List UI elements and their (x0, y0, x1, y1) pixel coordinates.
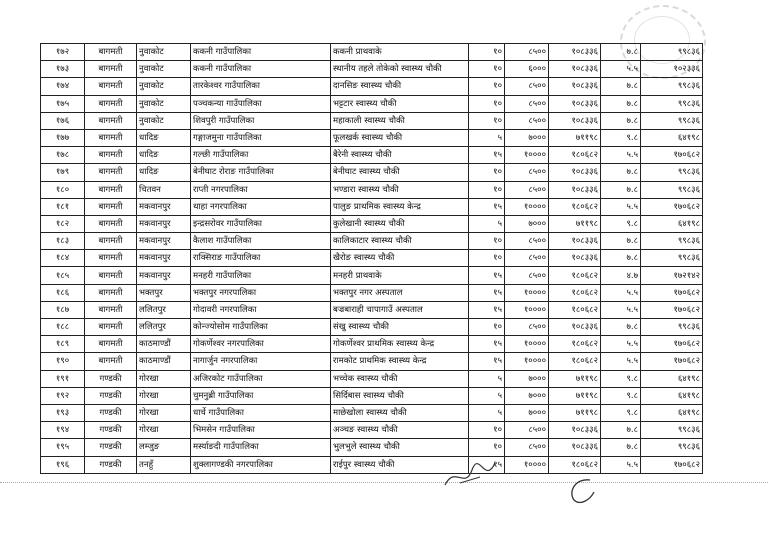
table-row (41, 439, 703, 456)
serial-number: १७३ (41, 61, 85, 78)
amount-cell: १०८३३६ (549, 422, 601, 439)
facility-cell: भच्चेक स्वास्थ्य चौकी (331, 370, 469, 387)
serial-number: १७७ (41, 129, 85, 146)
district-cell: धादिङ (137, 164, 191, 181)
quantity-cell: १० (469, 250, 505, 267)
district-cell: मकवानपुर (137, 250, 191, 267)
serial-number: १९४ (41, 422, 85, 439)
total-cell: ६४१९८ (641, 404, 703, 421)
rate-cell: ८५०० (505, 250, 549, 267)
serial-number: १९६ (41, 456, 85, 473)
facility-cell: अञ्चङ स्वास्थ्य चौकी (331, 422, 469, 439)
province-cell: बागमती (85, 95, 137, 112)
amount-cell: १०८३३६ (549, 250, 601, 267)
rate-cell: ७००० (505, 404, 549, 421)
amount-cell: १८०६८२ (549, 284, 601, 301)
table-row (41, 319, 703, 336)
table-row (41, 387, 703, 404)
percent-cell: ७.८ (601, 44, 641, 61)
facility-cell: कुलेखानी स्वास्थ्य चौकी (331, 215, 469, 232)
facility-cell: स्थानीय तहले तोकेको स्वास्थ्य चौकी (331, 61, 469, 78)
local-level-cell: राक्सिराङ गाउँपालिका (191, 250, 331, 267)
rate-cell: ८५०० (505, 319, 549, 336)
percent-cell: ५.५ (601, 456, 641, 473)
rate-cell: ८५०० (505, 164, 549, 181)
quantity-cell: १० (469, 233, 505, 250)
local-level-cell: ककनी गाउँपालिका (191, 61, 331, 78)
table-row (41, 336, 703, 353)
amount-cell: १०८३३६ (549, 112, 601, 129)
rate-cell: ८५०० (505, 267, 549, 284)
province-cell: बागमती (85, 267, 137, 284)
percent-cell: ९.८ (601, 215, 641, 232)
rate-cell: ८५०० (505, 95, 549, 112)
quantity-cell: १५ (469, 147, 505, 164)
amount-cell: १०८३३६ (549, 95, 601, 112)
local-level-cell: मनहरी गाउँपालिका (191, 267, 331, 284)
facility-cell: दानसिङ स्वास्थ्य चौकी (331, 78, 469, 95)
percent-cell: ७.८ (601, 164, 641, 181)
serial-number: १८० (41, 181, 85, 198)
province-cell: बागमती (85, 78, 137, 95)
quantity-cell: १० (469, 112, 505, 129)
amount-cell: १८०६८२ (549, 336, 601, 353)
percent-cell: ७.८ (601, 112, 641, 129)
percent-cell: ५.५ (601, 284, 641, 301)
local-level-cell: शिवपुरी गाउँपालिका (191, 112, 331, 129)
local-level-cell: गोकर्णेश्वर नगरपालिका (191, 336, 331, 353)
total-cell: ९९८३६ (641, 112, 703, 129)
total-cell: ९९८३६ (641, 439, 703, 456)
local-level-cell: थाहा नगरपालिका (191, 198, 331, 215)
total-cell: १०२३३६ (641, 61, 703, 78)
amount-cell: १८०६८२ (549, 456, 601, 473)
total-cell: १७२१४२ (641, 267, 703, 284)
local-level-cell: कैलाश गाउँपालिका (191, 233, 331, 250)
serial-number: १८३ (41, 233, 85, 250)
local-level-cell: गल्छी गाउँपालिका (191, 147, 331, 164)
province-cell: बागमती (85, 353, 137, 370)
local-level-cell: राप्ती नगरपालिका (191, 181, 331, 198)
local-level-cell: नागार्जुन नगरपालिका (191, 353, 331, 370)
district-cell: धादिङ (137, 147, 191, 164)
table-row (41, 164, 703, 181)
quantity-cell: ५ (469, 215, 505, 232)
table-row (41, 95, 703, 112)
province-cell: बागमती (85, 129, 137, 146)
quantity-cell: १५ (469, 284, 505, 301)
facility-cell: बज्रबाराही चापागाउँ अस्पताल (331, 301, 469, 318)
district-cell: नुवाकोट (137, 61, 191, 78)
province-cell: बागमती (85, 215, 137, 232)
quantity-cell: १० (469, 95, 505, 112)
serial-number: १७९ (41, 164, 85, 181)
district-cell: गोरखा (137, 404, 191, 421)
quantity-cell: १५ (469, 456, 505, 473)
local-level-cell: ककनी गाउँपालिका (191, 44, 331, 61)
signature-mark (440, 455, 500, 495)
serial-number: १९० (41, 353, 85, 370)
facility-cell: गोकर्णेश्वर प्राथमिक स्वास्थ्य केन्द्र (331, 336, 469, 353)
quantity-cell: ५ (469, 387, 505, 404)
district-cell: नुवाकोट (137, 95, 191, 112)
district-cell: ललितपुर (137, 301, 191, 318)
rate-cell: ८५०० (505, 422, 549, 439)
local-level-cell: इन्द्रसरोवर गाउँपालिका (191, 215, 331, 232)
district-cell: चितवन (137, 181, 191, 198)
district-cell: तनहुँ (137, 456, 191, 473)
percent-cell: ५.५ (601, 147, 641, 164)
rate-cell: ८५०० (505, 181, 549, 198)
facility-cell: भक्तपुर नगर अस्पताल (331, 284, 469, 301)
quantity-cell: १० (469, 319, 505, 336)
total-cell: ६४१९८ (641, 129, 703, 146)
province-cell: गण्डकी (85, 456, 137, 473)
quantity-cell: १० (469, 61, 505, 78)
province-cell: बागमती (85, 336, 137, 353)
table-row (41, 78, 703, 95)
province-cell: बागमती (85, 301, 137, 318)
table-row (41, 404, 703, 421)
facility-cell: रामकोट प्राथमिक स्वास्थ्य केन्द्र (331, 353, 469, 370)
total-cell: ९९८३६ (641, 181, 703, 198)
serial-number: १९१ (41, 370, 85, 387)
total-cell: १७०६८२ (641, 284, 703, 301)
rate-cell: ७००० (505, 215, 549, 232)
percent-cell: ७.८ (601, 78, 641, 95)
facility-cell: सिर्दिबास स्वास्थ्य चौकी (331, 387, 469, 404)
rate-cell: ८५०० (505, 439, 549, 456)
rate-cell: १०००० (505, 336, 549, 353)
rate-cell: १०००० (505, 353, 549, 370)
quantity-cell: १५ (469, 267, 505, 284)
province-cell: बागमती (85, 284, 137, 301)
province-cell: बागमती (85, 233, 137, 250)
percent-cell: ९.८ (601, 370, 641, 387)
allocation-table (40, 43, 703, 474)
table-row (41, 422, 703, 439)
rate-cell: १०००० (505, 147, 549, 164)
province-cell: गण्डकी (85, 404, 137, 421)
district-cell: काठमाण्डौं (137, 353, 191, 370)
district-cell: धादिङ (137, 129, 191, 146)
total-cell: १७०६८२ (641, 147, 703, 164)
amount-cell: १०८३३६ (549, 61, 601, 78)
serial-number: १९२ (41, 387, 85, 404)
total-cell: १७०६८२ (641, 336, 703, 353)
facility-cell: कालिकाटार स्वास्थ्य चौकी (331, 233, 469, 250)
serial-number: १७२ (41, 44, 85, 61)
percent-cell: ७.८ (601, 95, 641, 112)
province-cell: बागमती (85, 44, 137, 61)
local-level-cell: बेनीघाट रोराङ गाउँपालिका (191, 164, 331, 181)
local-level-cell: अजिरकोट गाउँपालिका (191, 370, 331, 387)
quantity-cell: १५ (469, 301, 505, 318)
rate-cell: ७००० (505, 370, 549, 387)
total-cell: ९९८३६ (641, 78, 703, 95)
local-level-cell: भिमसेन गाउँपालिका (191, 422, 331, 439)
serial-number: १८४ (41, 250, 85, 267)
district-cell: गोरखा (137, 387, 191, 404)
page-footer-rule (0, 482, 768, 483)
total-cell: ९९८३६ (641, 95, 703, 112)
total-cell: ६४१९८ (641, 370, 703, 387)
total-cell: १७०६८२ (641, 456, 703, 473)
amount-cell: ७११९८ (549, 129, 601, 146)
province-cell: बागमती (85, 319, 137, 336)
percent-cell: ५.५ (601, 61, 641, 78)
table-row (41, 181, 703, 198)
serial-number: १९५ (41, 439, 85, 456)
percent-cell: ९.८ (601, 129, 641, 146)
serial-number: १८१ (41, 198, 85, 215)
quantity-cell: १५ (469, 198, 505, 215)
total-cell: १७०६८२ (641, 353, 703, 370)
district-cell: भक्तपुर (137, 284, 191, 301)
table-row (41, 147, 703, 164)
table-row (41, 353, 703, 370)
facility-cell: भुलभुले स्वास्थ्य चौकी (331, 439, 469, 456)
amount-cell: ७११९८ (549, 387, 601, 404)
table-body (41, 44, 703, 474)
table-row (41, 112, 703, 129)
amount-cell: ७११९८ (549, 404, 601, 421)
district-cell: मकवानपुर (137, 215, 191, 232)
local-level-cell: भक्तपुर नगरपालिका (191, 284, 331, 301)
quantity-cell: १५ (469, 336, 505, 353)
facility-cell: मनहरी प्राथवाके (331, 267, 469, 284)
serial-number: १७५ (41, 95, 85, 112)
total-cell: ९९८३६ (641, 164, 703, 181)
total-cell: ९९८३६ (641, 233, 703, 250)
table-row (41, 198, 703, 215)
facility-cell: भट्टटार स्वास्थ्य चौकी (331, 95, 469, 112)
district-cell: गोरखा (137, 370, 191, 387)
percent-cell: ७.८ (601, 439, 641, 456)
serial-number: १७४ (41, 78, 85, 95)
province-cell: बागमती (85, 112, 137, 129)
table-row (41, 267, 703, 284)
rate-cell: ८५०० (505, 44, 549, 61)
serial-number: १७८ (41, 147, 85, 164)
facility-cell: बैरेनी स्वास्थ्य चौकी (331, 147, 469, 164)
serial-number: १८७ (41, 301, 85, 318)
total-cell: ६४१९८ (641, 215, 703, 232)
percent-cell: ९.८ (601, 404, 641, 421)
rate-cell: ८५०० (505, 78, 549, 95)
district-cell: मकवानपुर (137, 267, 191, 284)
quantity-cell: १० (469, 181, 505, 198)
rate-cell: ७००० (505, 387, 549, 404)
percent-cell: ७.८ (601, 422, 641, 439)
percent-cell: ५.५ (601, 301, 641, 318)
district-cell: लम्जुङ (137, 439, 191, 456)
amount-cell: १८०६८२ (549, 301, 601, 318)
total-cell: १७०६८२ (641, 198, 703, 215)
quantity-cell: १० (469, 44, 505, 61)
table-row (41, 44, 703, 61)
table-row (41, 250, 703, 267)
total-cell: १७०६८२ (641, 301, 703, 318)
amount-cell: ७११९८ (549, 215, 601, 232)
province-cell: बागमती (85, 164, 137, 181)
amount-cell: १०८३३६ (549, 181, 601, 198)
amount-cell: १८०६८२ (549, 147, 601, 164)
percent-cell: ५.५ (601, 353, 641, 370)
amount-cell: ७११९८ (549, 370, 601, 387)
facility-cell: महाकाली स्वास्थ्य चौकी (331, 112, 469, 129)
district-cell: काठमाण्डौं (137, 336, 191, 353)
district-cell: नुवाकोट (137, 112, 191, 129)
amount-cell: १०८३३६ (549, 44, 601, 61)
province-cell: बागमती (85, 147, 137, 164)
facility-cell: खैरोङ स्वास्थ्य चौकी (331, 250, 469, 267)
percent-cell: ७.८ (601, 250, 641, 267)
province-cell: बागमती (85, 198, 137, 215)
table-row (41, 284, 703, 301)
facility-cell: माछेखोला स्वास्थ्य चौकी (331, 404, 469, 421)
rate-cell: १०००० (505, 301, 549, 318)
amount-cell: १०८३३६ (549, 439, 601, 456)
percent-cell: ९.८ (601, 387, 641, 404)
local-level-cell: तारकेश्वर गाउँपालिका (191, 78, 331, 95)
local-level-cell: धार्चे गाउँपालिका (191, 404, 331, 421)
serial-number: १८५ (41, 267, 85, 284)
amount-cell: १८०६८२ (549, 267, 601, 284)
table-row (41, 301, 703, 318)
quantity-cell: १० (469, 422, 505, 439)
table-row (41, 456, 703, 473)
serial-number: १७६ (41, 112, 85, 129)
serial-number: १८२ (41, 215, 85, 232)
province-cell: बागमती (85, 250, 137, 267)
table-row (41, 233, 703, 250)
rate-cell: ८५०० (505, 112, 549, 129)
amount-cell: १८०६८२ (549, 198, 601, 215)
rate-cell: १०००० (505, 456, 549, 473)
serial-number: १८९ (41, 336, 85, 353)
facility-cell: राईपुर स्वास्थ्य चौकी (331, 456, 469, 473)
district-cell: गोरखा (137, 422, 191, 439)
province-cell: गण्डकी (85, 422, 137, 439)
local-level-cell: शुक्लागण्डकी नगरपालिका (191, 456, 331, 473)
quantity-cell: १० (469, 78, 505, 95)
quantity-cell: ५ (469, 370, 505, 387)
local-level-cell: कोन्ज्योसोम गाउँपालिका (191, 319, 331, 336)
total-cell: ९९८३६ (641, 250, 703, 267)
quantity-cell: १० (469, 164, 505, 181)
province-cell: बागमती (85, 181, 137, 198)
rate-cell: ८५०० (505, 233, 549, 250)
serial-number: १८६ (41, 284, 85, 301)
local-level-cell: मर्स्याङदी गाउँपालिका (191, 439, 331, 456)
district-cell: मकवानपुर (137, 198, 191, 215)
province-cell: गण्डकी (85, 370, 137, 387)
district-cell: मकवानपुर (137, 233, 191, 250)
local-level-cell: पञ्चकन्या गाउँपालिका (191, 95, 331, 112)
total-cell: ९९८३६ (641, 44, 703, 61)
table-row (41, 61, 703, 78)
facility-cell: पालुङ प्राथमिक स्वास्थ्य केन्द्र (331, 198, 469, 215)
district-cell: नुवाकोट (137, 78, 191, 95)
rate-cell: १०००० (505, 198, 549, 215)
amount-cell: १०८३३६ (549, 164, 601, 181)
amount-cell: १०८३३६ (549, 78, 601, 95)
rate-cell: ७००० (505, 129, 549, 146)
facility-cell: फूलखर्क स्वास्थ्य चौकी (331, 129, 469, 146)
facility-cell: ककनी प्राथवाके (331, 44, 469, 61)
table-row (41, 215, 703, 232)
rate-cell: १०००० (505, 284, 549, 301)
quantity-cell: ५ (469, 404, 505, 421)
serial-number: १८८ (41, 319, 85, 336)
quantity-cell: १५ (469, 353, 505, 370)
percent-cell: ४.७ (601, 267, 641, 284)
total-cell: ९९८३६ (641, 319, 703, 336)
local-level-cell: गङ्गाजमुना गाउँपालिका (191, 129, 331, 146)
quantity-cell: ५ (469, 129, 505, 146)
province-cell: बागमती (85, 61, 137, 78)
percent-cell: ५.५ (601, 336, 641, 353)
district-cell: ललितपुर (137, 319, 191, 336)
amount-cell: १०८३३६ (549, 233, 601, 250)
local-level-cell: गोदावरी नगरपालिका (191, 301, 331, 318)
table-row (41, 129, 703, 146)
total-cell: ९९८३६ (641, 422, 703, 439)
facility-cell: बेनीघाट स्वास्थ्य चौकी (331, 164, 469, 181)
facility-cell: संखु स्वास्थ्य चौकी (331, 319, 469, 336)
quantity-cell: १० (469, 439, 505, 456)
table-row (41, 370, 703, 387)
percent-cell: ७.८ (601, 181, 641, 198)
amount-cell: १८०६८२ (549, 353, 601, 370)
percent-cell: ५.५ (601, 198, 641, 215)
rate-cell: ६००० (505, 61, 549, 78)
district-cell: नुवाकोट (137, 44, 191, 61)
local-level-cell: चुमनुब्री गाउँपालिका (191, 387, 331, 404)
province-cell: गण्डकी (85, 387, 137, 404)
percent-cell: ७.८ (601, 233, 641, 250)
province-cell: गण्डकी (85, 439, 137, 456)
amount-cell: १०८३३६ (549, 319, 601, 336)
facility-cell: भण्डारा स्वास्थ्य चौकी (331, 181, 469, 198)
serial-number: १९३ (41, 404, 85, 421)
percent-cell: ७.८ (601, 319, 641, 336)
initial-mark (560, 470, 600, 510)
total-cell: ६४१९८ (641, 387, 703, 404)
